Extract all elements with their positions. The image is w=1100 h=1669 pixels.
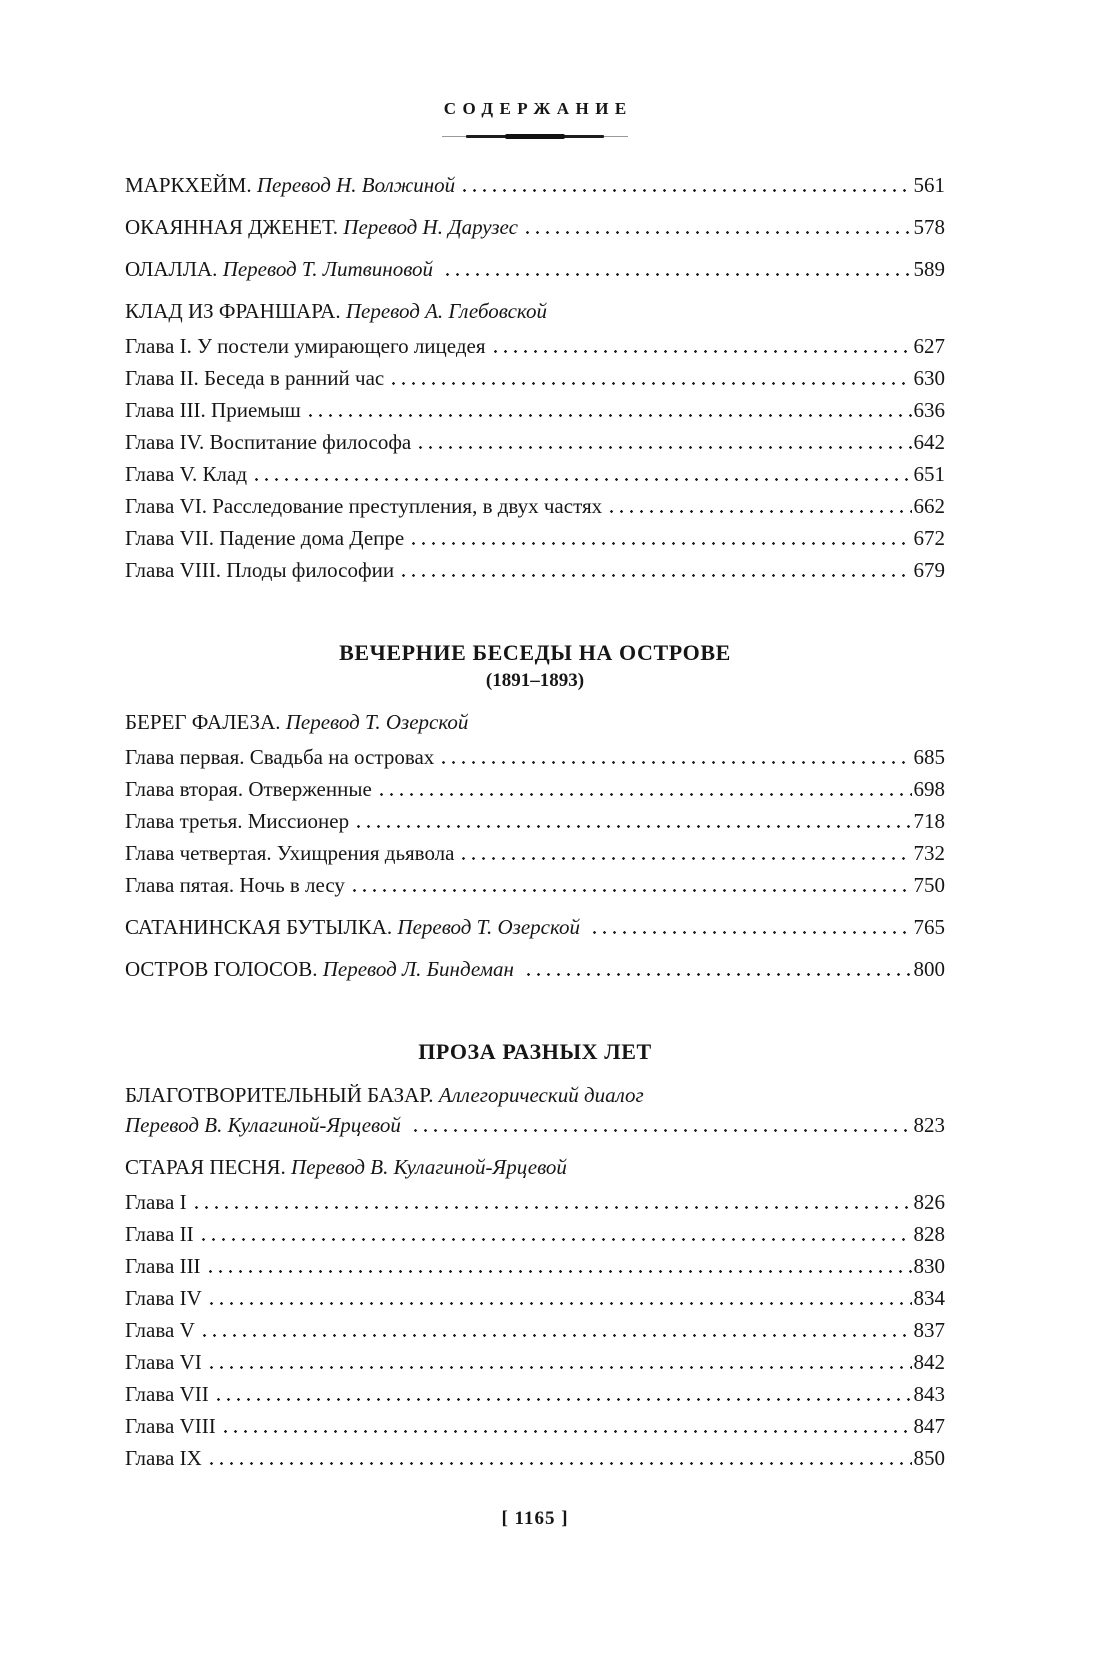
dot-leader <box>392 382 911 385</box>
entry-title: СТАРАЯ ПЕСНЯ. <box>125 1155 292 1179</box>
entry-title: Глава III. Приемыш <box>125 398 301 422</box>
toc-list <box>125 172 945 1471</box>
toc-entry-chapter <box>125 493 945 519</box>
dot-leader <box>210 1366 912 1369</box>
page-number: 765 <box>913 915 945 939</box>
page-number: 561 <box>913 173 945 197</box>
dot-leader <box>442 761 911 764</box>
page-number: 837 <box>913 1318 945 1342</box>
entry-title: БЛАГОТВОРИТЕЛЬНЫЙ БАЗАР. <box>125 1083 439 1107</box>
section-title: ПРОЗА РАЗНЫХ ЛЕТ <box>418 1039 652 1064</box>
entry-title: ОСТРОВ ГОЛОСОВ. <box>125 957 323 981</box>
toc-entry-chapter <box>125 461 945 487</box>
page-number: 685 <box>913 745 945 769</box>
dot-leader <box>210 1302 912 1305</box>
entry-title: Глава четвертая. Ухищрения дьявола <box>125 841 455 865</box>
entry-title: Глава IX <box>125 1446 202 1470</box>
entry-title: Глава IV. Воспитание философа <box>125 430 412 454</box>
entry-title: Глава I. У постели умирающего лицедея <box>125 334 486 358</box>
toc-entry-work <box>125 709 945 735</box>
entry-title: Глава I <box>125 1190 187 1214</box>
page-number: 627 <box>913 334 945 358</box>
dot-leader <box>446 273 911 276</box>
toc-entry-work <box>125 914 945 940</box>
page-number: 651 <box>913 462 945 486</box>
page-number: 847 <box>913 1414 945 1438</box>
toc-entry-chapter <box>125 397 945 423</box>
entry-title: Глава II <box>125 1222 194 1246</box>
dot-leader <box>209 1270 912 1273</box>
toc-entry-chapter <box>125 744 945 770</box>
page-number: 750 <box>913 873 945 897</box>
dot-leader <box>210 1462 912 1465</box>
section-title: ВЕЧЕРНИЕ БЕСЕДЫ НА ОСТРОВЕ <box>339 640 731 665</box>
entry-translator: Перевод А. Глебовской <box>345 299 547 323</box>
page-number: 662 <box>913 494 945 518</box>
entry-translator: Перевод Н. Дарузес <box>343 215 518 239</box>
entry-title: ОКАЯННАЯ ДЖЕНЕТ. <box>125 215 344 239</box>
toc-entry-chapter <box>125 1445 945 1471</box>
entry-translator: Перевод Т. Озерской <box>285 710 469 734</box>
page-number: 630 <box>913 366 945 390</box>
dot-leader <box>527 973 911 976</box>
entry-title: Глава третья. Миссионер <box>125 809 350 833</box>
folio-page-number: [ 1165 ] <box>501 1508 569 1529</box>
entry-title: КЛАД ИЗ ФРАНШАРА. <box>125 299 346 323</box>
entry-title: Глава IV <box>125 1286 202 1310</box>
section-subtitle: (1891–1893) <box>485 670 585 691</box>
toc-entry-chapter <box>125 872 945 898</box>
entry-title: МАРКХЕЙМ. <box>125 173 257 197</box>
dot-leader <box>353 889 912 892</box>
page-number: 698 <box>913 777 945 801</box>
page-number: 828 <box>913 1222 945 1246</box>
page-number: 800 <box>913 957 945 981</box>
entry-title: Глава VII <box>125 1382 209 1406</box>
dot-leader <box>610 510 911 513</box>
toc-entry-chapter <box>125 429 945 455</box>
page-number: 823 <box>913 1113 945 1137</box>
toc-entry-work <box>125 956 945 982</box>
page-number: 826 <box>913 1190 945 1214</box>
rule-center-bar <box>505 134 565 139</box>
toc-entry-chapter <box>125 365 945 391</box>
toc-entry-chapter <box>125 1253 945 1279</box>
entry-title: Глава пятая. Ночь в лесу <box>125 873 345 897</box>
contents-text-block <box>125 0 945 1531</box>
page-number: 636 <box>913 398 945 422</box>
toc-entry-chapter <box>125 776 945 802</box>
page-title: СОДЕРЖАНИЕ <box>443 99 633 118</box>
toc-entry-work <box>125 214 945 240</box>
entry-title: САТАНИНСКАЯ БУТЫЛКА. <box>125 915 398 939</box>
toc-entry-continuation <box>125 1112 945 1138</box>
toc-entry-work <box>125 1154 945 1180</box>
dot-leader <box>402 574 911 577</box>
dot-leader <box>224 1430 912 1433</box>
toc-entry-work <box>125 1082 945 1108</box>
page-number: 718 <box>913 809 945 833</box>
toc-entry-chapter <box>125 808 945 834</box>
dot-leader <box>203 1334 912 1337</box>
entry-title: Глава V <box>125 1318 195 1342</box>
page-number: 732 <box>913 841 945 865</box>
toc-entry-chapter <box>125 1381 945 1407</box>
dot-leader <box>593 931 911 934</box>
entry-title: Глава первая. Свадьба на островах <box>125 745 435 769</box>
ornamental-rule <box>442 134 628 140</box>
dot-leader <box>462 857 911 860</box>
entry-title: Глава V. Клад <box>125 462 248 486</box>
page-number: 672 <box>913 526 945 550</box>
dot-leader <box>494 350 912 353</box>
toc-entry-chapter <box>125 557 945 583</box>
page-number: 830 <box>913 1254 945 1278</box>
toc-entry-chapter <box>125 1349 945 1375</box>
page-number: 842 <box>913 1350 945 1374</box>
toc-entry-chapter <box>125 1285 945 1311</box>
dot-leader <box>463 189 911 192</box>
dot-leader <box>412 542 911 545</box>
entry-title: Глава VIII <box>125 1414 216 1438</box>
dot-leader <box>309 414 912 417</box>
dot-leader <box>202 1238 912 1241</box>
toc-entry-chapter <box>125 1317 945 1343</box>
toc-entry-chapter <box>125 525 945 551</box>
entry-title: ОЛАЛЛА. <box>125 257 223 281</box>
toc-entry-work <box>125 256 945 282</box>
entry-title: Глава VI <box>125 1350 202 1374</box>
toc-entry-chapter <box>125 1221 945 1247</box>
dot-leader <box>195 1206 912 1209</box>
page-number: 642 <box>913 430 945 454</box>
entry-title: Глава вторая. Отверженные <box>125 777 372 801</box>
entry-translator: Перевод Т. Литвиновой <box>222 257 439 281</box>
entry-title: Глава III <box>125 1254 201 1278</box>
entry-translator: Перевод В. Кулагиной-Ярцевой <box>125 1113 407 1137</box>
section-heading <box>125 639 945 693</box>
entry-title: Глава VI. Расследование преступления, в двух частях <box>125 494 603 518</box>
page-number: 578 <box>913 215 945 239</box>
toc-entry-chapter <box>125 1189 945 1215</box>
page-number: 679 <box>913 558 945 582</box>
entry-translator: Перевод Л. Биндеман <box>322 957 520 981</box>
entry-title: Глава II. Беседа в ранний час <box>125 366 385 390</box>
page-number: 834 <box>913 1286 945 1310</box>
dot-leader <box>380 793 912 796</box>
dot-leader <box>526 231 912 234</box>
entry-translator: Перевод Н. Волжиной <box>256 173 456 197</box>
entry-translator: Перевод Т. Озерской <box>397 915 586 939</box>
entry-title: БЕРЕГ ФАЛЕЗА. <box>125 710 286 734</box>
section-heading <box>125 1038 945 1066</box>
dot-leader <box>357 825 911 828</box>
dot-leader <box>255 478 911 481</box>
entry-translator: Аллегорический диалог <box>438 1083 644 1107</box>
entry-title: Глава VII. Падение дома Депре <box>125 526 405 550</box>
toc-entry-chapter <box>125 333 945 359</box>
page-number: 589 <box>913 257 945 281</box>
entry-title: Глава VIII. Плоды философии <box>125 558 395 582</box>
dot-leader <box>414 1129 911 1132</box>
toc-entry-work <box>125 172 945 198</box>
toc-entry-chapter <box>125 1413 945 1439</box>
page-number: 850 <box>913 1446 945 1470</box>
entry-translator: Перевод В. Кулагиной-Ярцевой <box>291 1155 567 1179</box>
page-number: 843 <box>913 1382 945 1406</box>
toc-entry-chapter <box>125 840 945 866</box>
dot-leader <box>217 1398 912 1401</box>
toc-entry-work <box>125 298 945 324</box>
dot-leader <box>419 446 911 449</box>
